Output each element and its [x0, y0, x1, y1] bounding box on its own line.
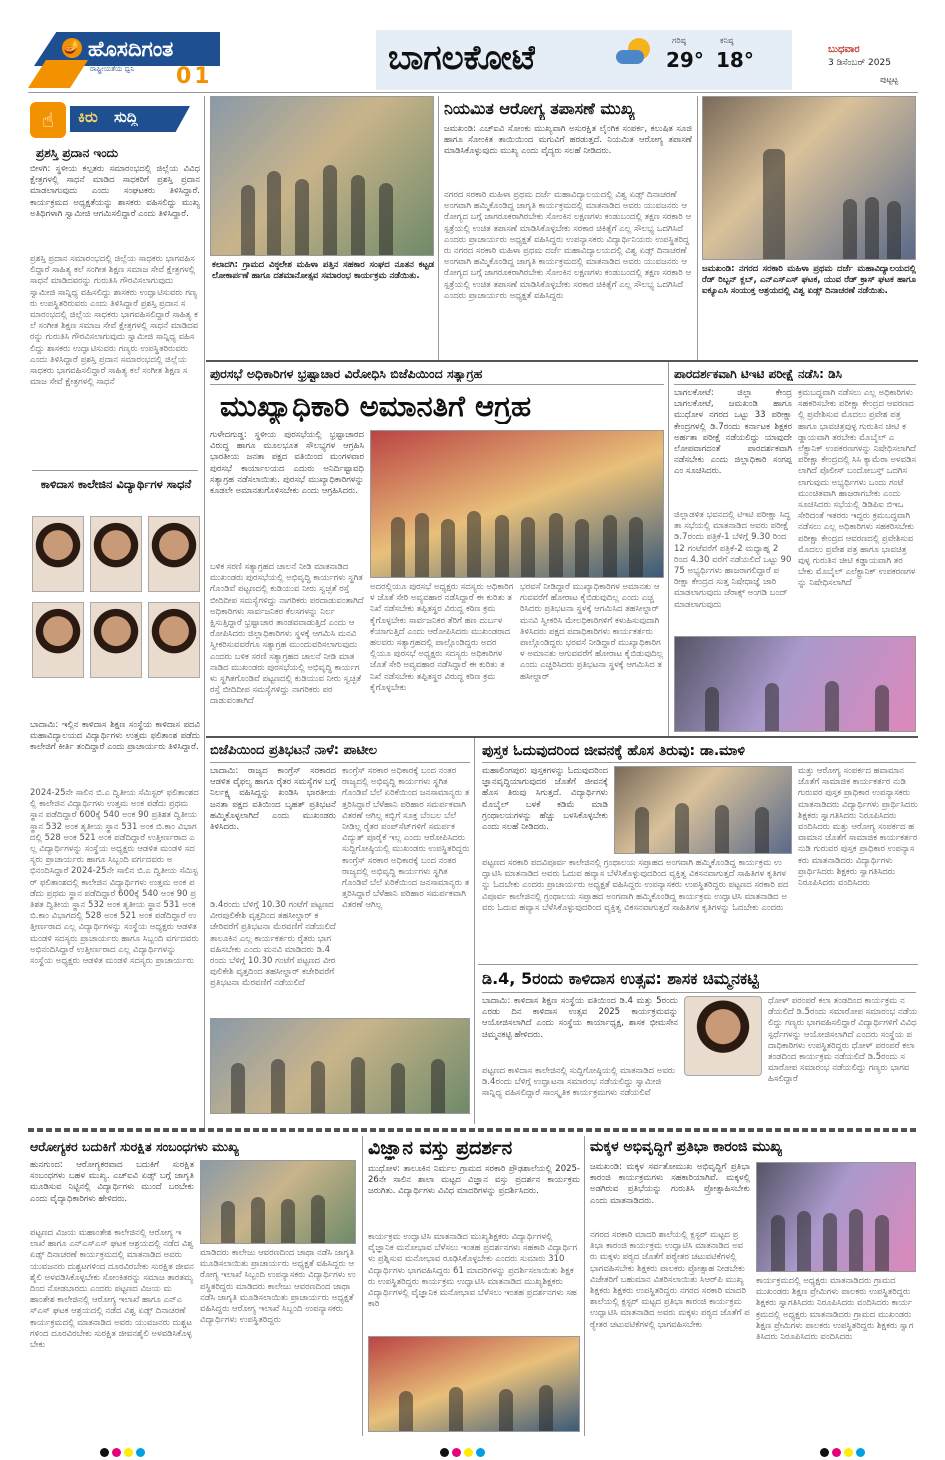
health-photo [702, 96, 916, 260]
main-kicker-rule [210, 384, 664, 385]
student-photos [32, 516, 200, 680]
bjp-filler-b: ಕಾಂಗ್ರೆಸ್ ಸರಕಾರ ಅಧಿಕಾರಕ್ಕೆ ಬಂದ ನಂತರ ರಾಜ್ಯದಲ್ಲಿ ಅಭಿವೃದ್ಧಿ ಕಾರ್ಯಗಳು ಸ್ಥಗಿತಗೊಂಡಿವೆ ಬೆಲೆ ಏರಿಕೆಯಿಂದ ಜನಸಾಮಾನ್ಯರು ತತ್ತರಿಸಿದ್ದಾರೆ ಬೆಳೆಹಾನಿ ಪರಿಹಾರ ಸಮರ್ಪಕವಾಗಿ ವಿತರಣೆ ಆಗಿಲ್ಲ ಕಬ್ಬಿಗೆ ಸೂಕ್ತ ಬೆಂಬಲ ಬೆಲೆ ನೀಡಿಲ್ಲ ರೈತರ ಪಂಪ್‌ಸೆಟ್‌ಗಳಿಗೆ ಸಮರ್ಪಕ ವಿದ್ಯುತ್ ಪೂರೈಕೆ ಇಲ್ಲ ಎಂದು ಆರೋಪಿಸಿದರು ಸುದ್ದಿಗೋಷ್ಠಿಯಲ್ಲಿ ಮುಖಂಡರು ಉಪಸ್ಥಿತರಿದ್ದರು ಕಾಂಗ್ರೆಸ್ ಸರಕಾರ ಅಧಿಕಾರಕ್ಕೆ ಬಂದ ನಂತರ ರಾಜ್ಯದಲ್ಲಿ ಅಭಿವೃದ್ಧಿ ಕಾರ್ಯಗಳು ಸ್ಥಗಿತಗೊಂಡಿವೆ ಬೆಲೆ ಏರಿಕೆಯಿಂದ ಜನಸಾಮಾನ್ಯರು ತತ್ತರಿಸಿದ್ದಾರೆ ಬೆಳೆಹಾನಿ ಪರಿಹಾರ ಸಮರ್ಪಕವಾಗಿ ವಿತರಣೆ ಆಗಿಲ್ಲ [342, 766, 470, 911]
kalidasa-body: ಬಾದಾಮಿ: ಕಾಳಿದಾಸ ಶಿಕ್ಷಣ ಸಂಸ್ಥೆಯ ವತಿಯಿಂದ ಡಿ.4 ಮತ್ತು 5ರಂದು ಎರಡು ದಿನ ಕಾಳಿದಾಸ ಉತ್ಸವ 2025 ಕಾರ್ಯಕ್ರಮವನ್ನು ಆಯೋಜಿಸಲಾಗಿದೆ ಎಂದು ಸಂಸ್ಥೆಯ ಕಾರ್ಯಾಧ್ಯಕ್ಷ, ಶಾಸಕ ಭೀಮಸೇನ ಚಿಮ್ಮನಕಟ್ಟಿ ಹೇಳಿದರು. [482, 996, 678, 1040]
health-headline: ನಿಯಮಿತ ಆರೋಗ್ಯ ತಪಾಸಣೆ ಮುಖ್ಯ [444, 99, 635, 118]
main-photo [370, 430, 664, 578]
min-temp-label: ಕನಿಷ್ಠ [720, 36, 734, 45]
logo-text: ಹೊಸದಿಗಂತ [88, 37, 174, 61]
health-photo-caption: ಜಮಖಂಡಿ: ನಗರದ ಸರಕಾರಿ ಮಹಿಳಾ ಪ್ರಥಮ ದರ್ಜೆ ಮಹಾವಿದ್ಯಾಲಯದಲ್ಲಿ ರೆಡ್ ರಿಬ್ಬನ್ ಕ್ಲಬ್, ಎನ್ಎಸ್ಎಸ್ ಘಟಕ, ಯುವ ರೆಡ್ ಕ್ರಾಸ್ ಘಟಕ ಹಾಗೂ ಐಕ್ಯೂಎಸಿ ಸಂಯುಕ್ತ ಆಶ್ರಯದಲ್ಲಿ ವಿಶ್ವ ಏಡ್ಸ್ ದಿನಾಚರಣೆ ನಡೆಯಿತು. [702, 264, 916, 297]
masthead-rule [28, 92, 918, 93]
bottom-story-1-body: ಹುನಗುಂದ: ಆರೋಗ್ಯಕರವಾದ ಬದುಕಿಗೆ ಸುರಕ್ಷಿತ ಸಂಬಂಧಗಳು ಬಹಳ ಮುಖ್ಯ. ಎಚ್ಐವಿ ಏಡ್ಸ್ ಬಗ್ಗೆ ಜಾಗೃತಿ ಮೂಡಿಸುವ ನಿಟ್ಟಿನಲ್ಲಿ ವಿದ್ಯಾರ್ಥಿಗಳು ಮುಂದೆ ಬರಬೇಕು ಎಂದು ವೈದ್ಯಾಧಿಕಾರಿಗಳು ಹೇಳಿದರು. [30, 1160, 194, 1204]
top-photo-caption: ಕಲಾದಗಿ: ಗ್ರಾಮದ ವಿಠ್ಠಲೇಶ ಮಹಿಳಾ ಪತ್ತಿನ ಸಹಕಾರ ಸಂಘದ ನೂತನ ಕಟ್ಟಡ ಲೋಕಾರ್ಪಣೆ ಹಾಗೂ ದಶಮಾನೋತ್ಸವ ಸಮಾರಂಭ ಕಾರ್ಯಕ್ರಮ ನಡೆಯಿತು. [212, 260, 434, 282]
kirusuddi-item1-body: ಬೀಳಗಿ: ಸ್ಥಳೀಯ ಕಲ್ಪತರು ಸಮಾರಂಭದಲ್ಲಿ ಜಿಲ್ಲೆಯ ವಿವಿಧ ಕ್ಷೇತ್ರಗಳಲ್ಲಿ ಸಾಧನೆ ಮಾಡಿದ ಸಾಧಕರಿಗೆ ಪ್ರಶಸ್ತಿ ಪ್ರದಾನ ಮಾಡಲಾಗುವುದು ಎಂದು ಸಂಘಟಕರು ತಿಳಿಸಿದ್ದಾರೆ. ಕಾರ್ಯಕ್ರಮದ ಅಧ್ಯಕ್ಷತೆಯನ್ನು ಶಾಸಕರು ವಹಿಸಲಿದ್ದು ಮುಖ್ಯ ಅತಿಥಿಗಳಾಗಿ ಸ್ವಾಮೀಜಿ ಆಗಮಿಸಲಿದ್ದಾರೆ ಎಂದು ತಿಳಿಸಿದ್ದಾರೆ. [30, 164, 200, 219]
reading-filler-a: ಪಟ್ಟಣದ ಸರಕಾರಿ ಪದವಿಪೂರ್ವ ಕಾಲೇಜಿನಲ್ಲಿ ಗ್ರಂಥಾಲಯ ಸಪ್ತಾಹದ ಅಂಗವಾಗಿ ಹಮ್ಮಿಕೊಂಡಿದ್ದ ಕಾರ್ಯಕ್ರಮ ಉದ್ಘಾಟಿಸಿ ಮಾತನಾಡಿದ ಅವರು ಓದುವ ಹವ್ಯಾಸ ಬೆಳೆಸಿಕೊಳ್ಳುವುದರಿಂದ ವ್ಯಕ್ತಿತ್ವ ವಿಕಸನವಾಗುತ್ತದೆ ಸಾಹಿತಿಗಳ ಕೃತಿಗಳನ್ನು ಓದಬೇಕು ಎಂದರು ಪ್ರಾಚಾರ್ಯರು ಅಧ್ಯಕ್ಷತೆ ವಹಿಸಿದ್ದರು ಉಪನ್ಯಾಸಕರು ಉಪಸ್ಥಿತರಿದ್ದರು ಪಟ್ಟಣದ ಸರಕಾರಿ ಪದವಿಪೂರ್ವ ಕಾಲೇಜಿನಲ್ಲಿ ಗ್ರಂಥಾಲಯ ಸಪ್ತಾಹದ ಅಂಗವಾಗಿ ಹಮ್ಮಿಕೊಂಡಿದ್ದ ಕಾರ್ಯಕ್ರಮ ಉದ್ಘಾಟಿಸಿ ಮಾತನಾಡಿದ ಅವರು ಓದುವ ಹವ್ಯಾಸ ಬೆಳೆಸಿಕೊಳ್ಳುವುದರಿಂದ ವ್ಯಕ್ತಿತ್ವ ವಿಕಸನವಾಗುತ್ತದೆ ಸಾಹಿತಿಗಳ ಕೃತಿಗಳನ್ನು ಓದಬೇಕು ಎಂದರು [482, 858, 789, 913]
bjp-right-rule [474, 738, 475, 1124]
edition-name: ಬಾಗಲಕೋಟೆ [388, 38, 536, 78]
tet-filler-a: ಜಿಲ್ಲಾಡಳಿತ ಭವನದಲ್ಲಿ ಟಿಇಟಿ ಪರೀಕ್ಷಾ ಸಿದ್ಧತಾ ಸಭೆಯಲ್ಲಿ ಮಾತನಾಡಿದ ಅವರು ಪರೀಕ್ಷೆ ಡಿ.7ರಂದು ಪತ್ರಿಕೆ-1 ಬೆಳಿಗ್ಗೆ 9.30 ರಿಂದ 12 ಗಂಟೆವರೆಗೆ ಪತ್ರಿಕೆ-2 ಮಧ್ಯಾಹ್ನ 2 ರಿಂದ 4.30 ವರೆಗೆ ನಡೆಯಲಿದೆ ಒಟ್ಟು 9075 ಅಭ್ಯರ್ಥಿಗಳು ಹಾಜರಾಗಲಿದ್ದಾರೆ ಪರೀಕ್ಷಾ ಕೇಂದ್ರದ ಸುತ್ತ ನಿಷೇಧಾಜ್ಞೆ ಜಾರಿ ಮಾಡಲಾಗುವುದು ಜೆರಾಕ್ಸ್ ಅಂಗಡಿ ಬಂದ್ ಮಾಡಲಾಗುವುದು [674, 510, 792, 610]
kalidasa-filler-b: ಧೋಳ್ ಪರಂಪರೆ ಕಲಾ ತಂಡದಿಂದ ಕಾರ್ಯಕ್ರಮ ನಡೆಯಲಿದೆ ಡಿ.5ರಂದು ಸಮಾರೋಪ ಸಮಾರಂಭ ನಡೆಯಲಿದ್ದು ಗಣ್ಯರು ಭಾಗವಹಿಸಲಿದ್ದಾರೆ ವಿದ್ಯಾರ್ಥಿಗಳಿಗೆ ವಿವಿಧ ಸ್ಪರ್ಧೆಗಳನ್ನು ಆಯೋಜಿಸಲಾಗಿದೆ ಎಂದರು ಸಂಸ್ಥೆಯ ಪದಾಧಿಕಾರಿಗಳು ಉಪಸ್ಥಿತರಿದ್ದರು ಧೋಳ್ ಪರಂಪರೆ ಕಲಾ ತಂಡದಿಂದ ಕಾರ್ಯಕ್ರಮ ನಡೆಯಲಿದೆ ಡಿ.5ರಂದು ಸಮಾರೋಪ ಸಮಾರಂಭ ನಡೆಯಲಿದ್ದು ಗಣ್ಯರು ಭಾಗವಹಿಸಲಿದ್ದಾರೆ [768, 996, 918, 1085]
logo-block [28, 32, 224, 88]
kalidasa-filler-a: ಪಟ್ಟಣದ ಕಾಳಿದಾಸ ಕಾಲೇಜಿನಲ್ಲಿ ಸುದ್ದಿಗೋಷ್ಠಿಯಲ್ಲಿ ಮಾತನಾಡಿದ ಅವರು ಡಿ.4ರಂದು ಬೆಳಿಗ್ಗೆ ಉದ್ಘಾಟನಾ ಸಮಾರಂಭ ನಡೆಯಲಿದ್ದು ಸ್ವಾಮೀಜಿ ಸಾನ್ನಿಧ್ಯ ವಹಿಸಲಿದ್ದಾರೆ ಸಾಂಸ್ಕೃತಿಕ ಕಾರ್ಯಕ್ರಮಗಳು ನಡೆಯಲಿವೆ [482, 1066, 676, 1099]
date-label: 3 ಡಿಸೆಂಬರ್ 2025 [828, 58, 891, 68]
bottom-story-2-photo [368, 1336, 580, 1432]
bjp-photo [210, 1018, 470, 1114]
bottom-story-3-filler: ನಗರದ ಸರಕಾರಿ ಮಾದರಿ ಶಾಲೆಯಲ್ಲಿ ಕ್ಲಸ್ಟರ್ ಮಟ್ಟದ ಪ್ರತಿಭಾ ಕಾರಂಜಿ ಕಾರ್ಯಕ್ರಮ ಉದ್ಘಾಟಿಸಿ ಮಾತನಾಡಿದ ಅವರು ಮಕ್ಕಳು ಪಠ್ಯದ ಜೊತೆಗೆ ಪಠ್ಯೇತರ ಚಟುವಟಿಕೆಗಳಲ್ಲಿ ಭಾಗವಹಿಸಬೇಕು ಶಿಕ್ಷಕರು ಪಾಲಕರು ಪ್ರೋತ್ಸಾಹ ನೀಡಬೇಕು ವಿಜೇತರಿಗೆ ಬಹುಮಾನ ವಿತರಿಸಲಾಯಿತು ಸಿಆರ್‌ಪಿ ಮುಖ್ಯಶಿಕ್ಷಕರು ಶಿಕ್ಷಕರು ಉಪಸ್ಥಿತರಿದ್ದರು ನಗರದ ಸರಕಾರಿ ಮಾದರಿ ಶಾಲೆಯಲ್ಲಿ ಕ್ಲಸ್ಟರ್ ಮಟ್ಟದ ಪ್ರತಿಭಾ ಕಾರಂಜಿ ಕಾರ್ಯಕ್ರಮ ಉದ್ಘಾಟಿಸಿ ಮಾತನಾಡಿದ ಅವರು ಮಕ್ಕಳು ಪಠ್ಯದ ಜೊತೆಗೆ ಪಠ್ಯೇತರ ಚಟುವಟಿಕೆಗಳಲ್ಲಿ ಭಾಗವಹಿಸಬೇಕು [590, 1230, 750, 1330]
student-photo [32, 516, 84, 592]
max-temp: 29° [666, 48, 704, 72]
logo-sub: ರಾಷ್ಟ್ರೀಯತೆಯ ಧ್ವನಿ [90, 65, 135, 73]
kirusuddi-divider [32, 470, 198, 471]
masthead [28, 30, 918, 92]
tet-headline-rule [674, 384, 916, 385]
registration-marks-center [440, 1442, 488, 1460]
page-label: ಪುಟ್ಟಟ್ಟ [880, 75, 899, 84]
left-column-rule [204, 96, 205, 1130]
main-kicker: ಪುರಸಭೆ ಅಧಿಕಾರಿಗಳ ಭ್ರಷ್ಟಾಚಾರ ವಿರೋಧಿಸಿ ಬಿಜೆಪಿಯಿಂದ ಸತ್ಯಾಗ್ರಹ [210, 366, 483, 381]
reading-bottom-rule [478, 964, 918, 965]
main-story [206, 364, 666, 736]
reading-headline: ಪುಸ್ತಕ ಓದುವುದರಿಂದ ಜೀವನಕ್ಕೆ ಹೊಸ ತಿರುವು: ಡಾ.ಮಾಳಿ [482, 743, 746, 759]
bottom-story-1-filler: ಪಟ್ಟಣದ ವಿಜಯ ಮಹಾಂತೇಶ ಕಾಲೇಜಿನಲ್ಲಿ ಆರೋಗ್ಯ ಇಲಾಖೆ ಹಾಗೂ ಎನ್ಎಸ್ಎಸ್ ಘಟಕ ಆಶ್ರಯದಲ್ಲಿ ನಡೆದ ವಿಶ್ವ ಏಡ್ಸ್ ದಿನಾಚರಣೆ ಕಾರ್ಯಕ್ರಮದಲ್ಲಿ ಮಾತನಾಡಿದ ಅವರು ಯುವಜನರು ದುಶ್ಚಟಗಳಿಂದ ದೂರವಿರಬೇಕು ಸುರಕ್ಷಿತ ಜೀವನಶೈಲಿ ಅಳವಡಿಸಿಕೊಳ್ಳಬೇಕು ಸೋಂಕಿತರನ್ನು ಸಮಾಜ ತಾರತಮ್ಯದಿಂದ ನೋಡಬಾರದು ಎಂದರು ಪಟ್ಟಣದ ವಿಜಯ ಮಹಾಂತೇಶ ಕಾಲೇಜಿನಲ್ಲಿ ಆರೋಗ್ಯ ಇಲಾಖೆ ಹಾಗೂ ಎನ್ಎಸ್ಎಸ್ ಘಟಕ ಆಶ್ರಯದಲ್ಲಿ ನಡೆದ ವಿಶ್ವ ಏಡ್ಸ್ ದಿನಾಚರಣೆ ಕಾರ್ಯಕ್ರಮದಲ್ಲಿ ಮಾತನಾಡಿದ ಅವರು ಯುವಜನರು ದುಶ್ಚಟಗಳಿಂದ ದೂರವಿರಬೇಕು ಸುರಕ್ಷಿತ ಜೀವನಶೈಲಿ ಅಳವಡಿಸಿಕೊಳ್ಳಬೇಕು [30, 1228, 194, 1351]
kirusuddi-title-suffix: ಸುದ್ದಿ [114, 108, 138, 126]
kirusuddi-item1-title: ಪ್ರಶಸ್ತಿ ಪ್ರದಾನ ಇಂದು [36, 146, 119, 160]
kirusuddi-item2-body: ಬಾದಾಮಿ: ಇಲ್ಲಿನ ಕಾಳಿದಾಸ ಶಿಕ್ಷಣ ಸಂಸ್ಥೆಯ ಕಾಳಿದಾಸ ಪದವಿ ಮಹಾವಿದ್ಯಾಲಯದ ವಿದ್ಯಾರ್ಥಿಗಳು ಉತ್ತಮ ಫಲಿತಾಂಶ ಪಡೆದು ಕಾಲೇಜಿಗೆ ಕೀರ್ತಿ ತಂದಿದ್ದಾರೆ ಎಂದು ಪ್ರಾಚಾರ್ಯರು ತಿಳಿಸಿದ್ದಾರೆ. [30, 720, 200, 753]
tet-photo [674, 636, 916, 732]
top-row-rule-a [438, 96, 439, 360]
min-temp: 18° [716, 48, 754, 72]
registration-marks-left [100, 1442, 148, 1460]
kirusuddi-title-prefix: ಕಿರು [78, 108, 98, 126]
top-photo [210, 96, 434, 256]
registration-marks-right [820, 1442, 868, 1460]
reading-filler-b: ಮತ್ತು ಆರೋಗ್ಯ ಸಂಪರ್ಕದ ಹವಾಮಾನ ಜೊತೆಗೆ ಸಾಮಾಜಿಕ ಕಾರ್ಯಕರ್ತರ ನುಡಿ ಗುರುವರ ಪುಸ್ತಕ ಪ್ರಾಧಿಕಾರ ಉಪನ್ಯಾಸಕರು ಮಾತನಾಡಿದರು ವಿದ್ಯಾರ್ಥಿಗಳು ಪ್ರಾರ್ಥಿಸಿದರು ಶಿಕ್ಷಕರು ಸ್ವಾಗತಿಸಿದರು ನಿರೂಪಿಸಿದರು ವಂದಿಸಿದರು ಮತ್ತು ಆರೋಗ್ಯ ಸಂಪರ್ಕದ ಹವಾಮಾನ ಜೊತೆಗೆ ಸಾಮಾಜಿಕ ಕಾರ್ಯಕರ್ತರ ನುಡಿ ಗುರುವರ ಪುಸ್ತಕ ಪ್ರಾಧಿಕಾರ ಉಪನ್ಯಾಸಕರು ಮಾತನಾಡಿದರು ವಿದ್ಯಾರ್ಥಿಗಳು ಪ್ರಾರ್ಥಿಸಿದರು ಶಿಕ್ಷಕರು ಸ್ವಾಗತಿಸಿದರು ನಿರೂಪಿಸಿದರು ವಂದಿಸಿದರು [798, 766, 918, 889]
student-photo [90, 602, 142, 678]
max-temp-label: ಗರಿಷ್ಠ [672, 36, 686, 45]
reading-photo [614, 766, 792, 854]
bottom-story-1-headline: ಆರೋಗ್ಯಕರ ಬದುಕಿಗೆ ಸುರಕ್ಷಿತ ಸಂಬಂಧಗಳು ಮುಖ್ಯ [30, 1139, 239, 1154]
kalidasa-headline-rule [482, 992, 916, 993]
student-photo [90, 516, 142, 592]
main-filler-c: ಭರವಸೆ ನೀಡಿದ್ದಾರೆ ಮುಖ್ಯಾಧಿಕಾರಿಗಳ ಅಮಾನತು ಆಗುವವರೆಗೆ ಹೋರಾಟ ಕೈಬಿಡುವುದಿಲ್ಲ ಎಂದು ಎಚ್ಚರಿಸಿದರು ಪ್ರತಿಭಟನಾ ಸ್ಥಳಕ್ಕೆ ಆಗಮಿಸಿದ ತಹಸೀಲ್ದಾರ್ ಮನವಿ ಸ್ವೀಕರಿಸಿ ಮೇಲಧಿಕಾರಿಗಳಿಗೆ ಕಳುಹಿಸುವುದಾಗಿ ತಿಳಿಸಿದರು ಪಕ್ಷದ ಪದಾಧಿಕಾರಿಗಳು ಕಾರ್ಯಕರ್ತರು ಪಾಲ್ಗೊಂಡಿದ್ದರು ಭರವಸೆ ನೀಡಿದ್ದಾರೆ ಮುಖ್ಯಾಧಿಕಾರಿಗಳ ಅಮಾನತು ಆಗುವವರೆಗೆ ಹೋರಾಟ ಕೈಬಿಡುವುದಿಲ್ಲ ಎಂದು ಎಚ್ಚರಿಸಿದರು ಪ್ರತಿಭಟನಾ ಸ್ಥಳಕ್ಕೆ ಆಗಮಿಸಿದ ತಹಸೀಲ್ದಾರ್ [520, 582, 664, 682]
bjp-headline: ಬಿಜೆಪಿಯಿಂದ ಪ್ರತಿಭಟನೆ ನಾಳೆ: ಪಾಟೀಲ [210, 743, 378, 758]
tet-story [672, 364, 918, 736]
bottom-story-1-filler-b: ಮಾಡಿದರು ಕಾಲೇಜು ಆವರಣದಿಂದ ಜಾಥಾ ನಡೆಸಿ ಜಾಗೃತಿ ಮೂಡಿಸಲಾಯಿತು ಪ್ರಾಚಾರ್ಯರು ಅಧ್ಯಕ್ಷತೆ ವಹಿಸಿದ್ದರು ಆರೋಗ್ಯ ಇಲಾಖೆ ಸಿಬ್ಬಂದಿ ಉಪನ್ಯಾಸಕರು ವಿದ್ಯಾರ್ಥಿಗಳು ಉಪಸ್ಥಿತರಿದ್ದರು ಮಾಡಿದರು ಕಾಲೇಜು ಆವರಣದಿಂದ ಜಾಥಾ ನಡೆಸಿ ಜಾಗೃತಿ ಮೂಡಿಸಲಾಯಿತು ಪ್ರಾಚಾರ್ಯರು ಅಧ್ಯಕ್ಷತೆ ವಹಿಸಿದ್ದರು ಆರೋಗ್ಯ ಇಲಾಖೆ ಸಿಬ್ಬಂದಿ ಉಪನ್ಯಾಸಕರು ವಿದ್ಯಾರ್ಥಿಗಳು ಉಪಸ್ಥಿತರಿದ್ದರು [200, 1248, 356, 1326]
edition-block [376, 30, 792, 90]
tet-headline: ಪಾರದರ್ಶಕವಾಗಿ ಟಿಇಟಿ ಪರೀಕ್ಷೆ ನಡೆಸಿ: ಡಿಸಿ [674, 367, 843, 381]
main-filler-b: ಅದರಲ್ಲಿಯೂ ಪುರಸಭೆ ಅಧ್ಯಕ್ಷರು ಸದಸ್ಯರು ಅಧಿಕಾರಿಗಳ ಜೊತೆ ಸೇರಿ ಅವ್ಯವಹಾರ ನಡೆಸಿದ್ದಾರೆ ಈ ಕುರಿತು ತನಿಖೆ ನಡೆಸಬೇಕು ತಪ್ಪಿತಸ್ಥರ ವಿರುದ್ಧ ಕಠಿಣ ಕ್ರಮ ಕೈಗೊಳ್ಳಬೇಕು ಸಾರ್ವಜನಿಕರ ತೆರಿಗೆ ಹಣ ದುರ್ಬಳಕೆಯಾಗುತ್ತಿದೆ ಎಂದು ಆರೋಪಿಸಿದರು ಮುಖಂಡರಾದ ಹಲವರು ಸತ್ಯಾಗ್ರಹದಲ್ಲಿ ಪಾಲ್ಗೊಂಡಿದ್ದರು ಅದರಲ್ಲಿಯೂ ಪುರಸಭೆ ಅಧ್ಯಕ್ಷರು ಸದಸ್ಯರು ಅಧಿಕಾರಿಗಳ ಜೊತೆ ಸೇರಿ ಅವ್ಯವಹಾರ ನಡೆಸಿದ್ದಾರೆ ಈ ಕುರಿತು ತನಿಖೆ ನಡೆಸಬೇಕು ತಪ್ಪಿತಸ್ಥರ ವಿರುದ್ಧ ಕಠಿಣ ಕ್ರಮ ಕೈಗೊಳ್ಳಬೇಕು [370, 582, 514, 693]
main-filler-a: ಬಳಿಕ ಸರಣಿ ಸತ್ಯಾಗ್ರಹದ ಚಾಲನೆ ನೀಡಿ ಮಾತನಾಡಿದ ಮುಖಂಡರು ಪುರಸಭೆಯಲ್ಲಿ ಅಭಿವೃದ್ಧಿ ಕಾರ್ಯಗಳು ಸ್ಥಗಿತಗೊಂಡಿವೆ ಪಟ್ಟಣದಲ್ಲಿ ಕುಡಿಯುವ ನೀರು ಸ್ವಚ್ಛತೆ ರಸ್ತೆ ಬೀದಿದೀಪ ಸಮಸ್ಯೆಗಳಿದ್ದು ನಾಗರಿಕರು ಪರದಾಡುವಂತಾಗಿದೆ ಅಧಿಕಾರಿಗಳು ಸಾರ್ವಜನಿಕರ ಕೆಲಸಗಳನ್ನು ನಿರ್ಲಕ್ಷಿಸುತ್ತಿದ್ದಾರೆ ಭ್ರಷ್ಟಾಚಾರ ತಾಂಡವವಾಡುತ್ತಿದೆ ಎಂದು ಆರೋಪಿಸಿದರು ಜಿಲ್ಲಾಧಿಕಾರಿಗಳು ಸ್ಥಳಕ್ಕೆ ಆಗಮಿಸಿ ಮನವಿ ಸ್ವೀಕರಿಸುವವರೆಗೂ ಸತ್ಯಾಗ್ರಹ ಮುಂದುವರಿಸಲಾಗುವುದು ಎಂದರು ಬಳಿಕ ಸರಣಿ ಸತ್ಯಾಗ್ರಹದ ಚಾಲನೆ ನೀಡಿ ಮಾತನಾಡಿದ ಮುಖಂಡರು ಪುರಸಭೆಯಲ್ಲಿ ಅಭಿವೃದ್ಧಿ ಕಾರ್ಯಗಳು ಸ್ಥಗಿತಗೊಂಡಿವೆ ಪಟ್ಟಣದಲ್ಲಿ ಕುಡಿಯುವ ನೀರು ಸ್ವಚ್ಛತೆ ರಸ್ತೆ ಬೀದಿದೀಪ ಸಮಸ್ಯೆಗಳಿದ್ದು ನಾಗರಿಕರು ಪರದಾಡುವಂತಾಗಿದೆ [210, 562, 364, 707]
bjp-headline-rule [210, 762, 470, 763]
top-row-rule-b [697, 96, 698, 360]
bottom-band-rule [28, 1128, 918, 1132]
page-number: 01 [176, 64, 213, 89]
mla-portrait [684, 996, 762, 1076]
kirusuddi-header [28, 100, 202, 140]
bottom-story-2-headline: ವಿಜ್ಞಾನ ವಸ್ತು ಪ್ರದರ್ಶನ [368, 1137, 513, 1159]
bottom-story-3 [588, 1136, 918, 1436]
health-filler: ನಗರದ ಸರಕಾರಿ ಮಹಿಳಾ ಪ್ರಥಮ ದರ್ಜೆ ಮಹಾವಿದ್ಯಾಲಯದಲ್ಲಿ ವಿಶ್ವ ಏಡ್ಸ್ ದಿನಾಚರಣೆ ಅಂಗವಾಗಿ ಹಮ್ಮಿಕೊಂಡಿದ್ದ ಜಾಗೃತಿ ಕಾರ್ಯಕ್ರಮದಲ್ಲಿ ಮಾತನಾಡಿದ ಅವರು ಯುವಜನರು ಆರೋಗ್ಯದ ಬಗ್ಗೆ ಜಾಗರೂಕರಾಗಿರಬೇಕು ಸೋಂಕಿನ ಲಕ್ಷಣಗಳು ಕಂಡುಬಂದಲ್ಲಿ ತಕ್ಷಣ ಸರಕಾರಿ ಆಸ್ಪತ್ರೆಯಲ್ಲಿ ಉಚಿತ ತಪಾಸಣೆ ಮಾಡಿಸಿಕೊಳ್ಳಬೇಕು ಸರಕಾರ ಚಿಕಿತ್ಸೆಗೆ ಎಲ್ಲ ಸೌಲಭ್ಯ ಒದಗಿಸಿದೆ ಎಂದರು ಪ್ರಾಚಾರ್ಯರು ಅಧ್ಯಕ್ಷತೆ ವಹಿಸಿದ್ದರು ಉಪನ್ಯಾಸಕರು ವಿದ್ಯಾರ್ಥಿನಿಯರು ಉಪಸ್ಥಿತರಿದ್ದರು ನಗರದ ಸರಕಾರಿ ಮಹಿಳಾ ಪ್ರಥಮ ದರ್ಜೆ ಮಹಾವಿದ್ಯಾಲಯದಲ್ಲಿ ವಿಶ್ವ ಏಡ್ಸ್ ದಿನಾಚರಣೆ ಅಂಗವಾಗಿ ಹಮ್ಮಿಕೊಂಡಿದ್ದ ಜಾಗೃತಿ ಕಾರ್ಯಕ್ರಮದಲ್ಲಿ ಮಾತನಾಡಿದ ಅವರು ಯುವಜನರು ಆರೋಗ್ಯದ ಬಗ್ಗೆ ಜಾಗರೂಕರಾಗಿರಬೇಕು ಸೋಂಕಿನ ಲಕ್ಷಣಗಳು ಕಂಡುಬಂದಲ್ಲಿ ತಕ್ಷಣ ಸರಕಾರಿ ಆಸ್ಪತ್ರೆಯಲ್ಲಿ ಉಚಿತ ತಪಾಸಣೆ ಮಾಡಿಸಿಕೊಳ್ಳಬೇಕು ಸರಕಾರ ಚಿಕಿತ್ಸೆಗೆ ಎಲ್ಲ ಸೌಲಭ್ಯ ಒದಗಿಸಿದೆ ಎಂದರು ಪ್ರಾಚಾರ್ಯರು ಅಧ್ಯಕ್ಷತೆ ವಹಿಸಿದ್ದರು [444, 190, 692, 301]
bottom-story-3-body: ಜಮಖಂಡಿ: ಮಕ್ಕಳ ಸರ್ವತೋಮುಖ ಅಭಿವೃದ್ಧಿಗೆ ಪ್ರತಿಭಾ ಕಾರಂಜಿ ಕಾರ್ಯಕ್ರಮಗಳು ಸಹಕಾರಿಯಾಗಿವೆ. ಮಕ್ಕಳಲ್ಲಿ ಅಡಗಿರುವ ಪ್ರತಿಭೆಯನ್ನು ಗುರುತಿಸಿ ಪ್ರೋತ್ಸಾಹಿಸಬೇಕು ಎಂದು ಮಾತನಾಡಿದರು. [590, 1162, 750, 1206]
kirusuddi-column [28, 96, 202, 1130]
bottom-story-3-photo [756, 1162, 916, 1272]
bottom-story-3-headline: ಮಕ್ಕಳ ಅಭಿವೃದ್ಧಿಗೆ ಪ್ರತಿಭಾ ಕಾರಂಜಿ ಮುಖ್ಯ [590, 1139, 783, 1155]
kirusuddi-item1-filler: ಪ್ರಶಸ್ತಿ ಪ್ರದಾನ ಸಮಾರಂಭದಲ್ಲಿ ಜಿಲ್ಲೆಯ ಸಾಧಕರು ಭಾಗವಹಿಸಲಿದ್ದಾರೆ ಸಾಹಿತ್ಯ ಕಲೆ ಸಂಗೀತ ಶಿಕ್ಷಣ ಸಮಾಜ ಸೇವೆ ಕ್ಷೇತ್ರಗಳಲ್ಲಿ ಸಾಧನೆ ಮಾಡಿದವರನ್ನು ಗುರುತಿಸಿ ಗೌರವಿಸಲಾಗುವುದು ಸ್ವಾಮೀಜಿ ಸಾನ್ನಿಧ್ಯ ವಹಿಸಲಿದ್ದು ಶಾಸಕರು ಉದ್ಘಾಟಿಸುವರು ಗಣ್ಯರು ಉಪಸ್ಥಿತರಿರುವರು ಎಂದು ತಿಳಿಸಿದ್ದಾರೆ ಪ್ರಶಸ್ತಿ ಪ್ರದಾನ ಸಮಾರಂಭದಲ್ಲಿ ಜಿಲ್ಲೆಯ ಸಾಧಕರು ಭಾಗವಹಿಸಲಿದ್ದಾರೆ ಸಾಹಿತ್ಯ ಕಲೆ ಸಂಗೀತ ಶಿಕ್ಷಣ ಸಮಾಜ ಸೇವೆ ಕ್ಷೇತ್ರಗಳಲ್ಲಿ ಸಾಧನೆ ಮಾಡಿದವರನ್ನು ಗುರುತಿಸಿ ಗೌರವಿಸಲಾಗುವುದು ಸ್ವಾಮೀಜಿ ಸಾನ್ನಿಧ್ಯ ವಹಿಸಲಿದ್ದು ಶಾಸಕರು ಉದ್ಘಾಟಿಸುವರು ಗಣ್ಯರು ಉಪಸ್ಥಿತರಿರುವರು ಎಂದು ತಿಳಿಸಿದ್ದಾರೆ ಪ್ರಶಸ್ತಿ ಪ್ರದಾನ ಸಮಾರಂಭದಲ್ಲಿ ಜಿಲ್ಲೆಯ ಸಾಧಕರು ಭಾಗವಹಿಸಲಿದ್ದಾರೆ ಸಾಹಿತ್ಯ ಕಲೆ ಸಂಗೀತ ಶಿಕ್ಷಣ ಸಮಾಜ ಸೇವೆ ಕ್ಷೇತ್ರಗಳಲ್ಲಿ ಸಾಧನೆ [30, 254, 199, 388]
bjp-story [206, 740, 472, 1120]
pointing-hand-icon: ☝ [30, 102, 66, 138]
kalidasa-headline: ಡಿ.4, 5ರಂದು ಕಾಳಿದಾಸ ಉತ್ಸವ: ಶಾಸಕ ಚಿಮ್ಮನಕಟ್ಟಿ [482, 969, 759, 988]
lamp-icon: 🪔 [62, 38, 82, 58]
tet-body: ಬಾಗಲಕೋಟೆ: ಜಿಲ್ಲಾ ಕೇಂದ್ರ ಬಾಗಲಕೋಟೆ, ಜಮಖಂಡಿ ಹಾಗೂ ಮುಧೋಳ ನಗರದ ಒಟ್ಟು 33 ಪರೀಕ್ಷಾ ಕೇಂದ್ರಗಳಲ್ಲಿ ಡಿ.7ರಂದು ಕರ್ನಾಟಕ ಶಿಕ್ಷಕರ ಅರ್ಹತಾ ಪರೀಕ್ಷೆ ನಡೆಯಲಿದ್ದು ಯಾವುದೇ ಲೋಪವಾಗದಂತೆ ಪಾರದರ್ಶಕವಾಗಿ ನಡೆಸಬೇಕು ಎಂದು ಜಿಲ್ಲಾಧಿಕಾರಿ ಸಂಗಪ್ಪ ಎಂ ಸೂಚಿಸಿದರು. [674, 388, 792, 477]
bottom-rule-1 [362, 1136, 363, 1436]
bjp-body: ಬಾದಾಮಿ: ರಾಜ್ಯದ ಕಾಂಗ್ರೆಸ್ ಸರಕಾರದ ಆಡಳಿತ ವೈಫಲ್ಯ ಹಾಗೂ ರೈತರ ಸಮಸ್ಯೆಗಳ ಬಗ್ಗೆ ನಿರ್ಲಕ್ಷ್ಯ ವಹಿಸಿದ್ದನ್ನು ಖಂಡಿಸಿ ಭಾರತೀಯ ಜನತಾ ಪಕ್ಷದ ವತಿಯಿಂದ ಬೃಹತ್ ಪ್ರತಿಭಟನೆ ಹಮ್ಮಿಕೊಳ್ಳಲಾಗಿದೆ ಎಂದು ಮುಖಂಡರು ತಿಳಿಸಿದರು. [210, 766, 336, 833]
health-body: ಜಮಖಂಡಿ: ಎಚ್ಐವಿ ಸೋಂಕು ಮುಖ್ಯವಾಗಿ ಅಸುರಕ್ಷಿತ ಲೈಂಗಿಕ ಸಂಪರ್ಕ, ಕಲುಷಿತ ಸೂಜಿ ಹಾಗೂ ಸೋಂಕಿತ ತಾಯಿಯಿಂದ ಮಗುವಿಗೆ ಹರಡುತ್ತದೆ. ನಿಯಮಿತ ಆರೋಗ್ಯ ತಪಾಸಣೆ ಮಾಡಿಸಿಕೊಳ್ಳುವುದು ಮುಖ್ಯ ಎಂದು ವೈದ್ಯರು ಸಲಹೆ ನೀಡಿದರು. [444, 124, 692, 157]
reading-headline-rule [482, 762, 916, 763]
tet-filler-b: ಕ್ರಮಬದ್ಧವಾಗಿ ನಡೆಸಲು ಎಲ್ಲ ಅಧಿಕಾರಿಗಳು ಸಹಕರಿಸಬೇಕು ಪರೀಕ್ಷಾ ಕೇಂದ್ರದ ಆವರಣದಲ್ಲಿ ಪ್ರವೇಶಿಸುವ ಮೊದಲು ಪ್ರವೇಶ ಪತ್ರ ಹಾಗೂ ಭಾವಚಿತ್ರವುಳ್ಳ ಗುರುತಿನ ಚೀಟಿ ಕಡ್ಡಾಯವಾಗಿ ತರಬೇಕು ಮೊಬೈಲ್ ಎಲೆಕ್ಟ್ರಾನಿಕ್ ಉಪಕರಣಗಳನ್ನು ನಿಷೇಧಿಸಲಾಗಿದೆ ಪರೀಕ್ಷಾ ಕೇಂದ್ರದಲ್ಲಿ ಸಿಸಿ ಕ್ಯಾಮೆರಾ ಅಳವಡಿಸಲಾಗಿದೆ ಪೊಲೀಸ್ ಬಂದೋಬಸ್ತ್ ಒದಗಿಸಲಾಗುವುದು ಅಭ್ಯರ್ಥಿಗಳು ಒಂದು ಗಂಟೆ ಮುಂಚಿತವಾಗಿ ಹಾಜರಾಗಬೇಕು ಎಂದು ಸೂಚಿಸಿದರು ಸಭೆಯಲ್ಲಿ ಡಿಡಿಪಿಐ ಬಿಇಒ ಸೇರಿದಂತೆ ಇತರರು ಇದ್ದರು ಕ್ರಮಬದ್ಧವಾಗಿ ನಡೆಸಲು ಎಲ್ಲ ಅಧಿಕಾರಿಗಳು ಸಹಕರಿಸಬೇಕು ಪರೀಕ್ಷಾ ಕೇಂದ್ರದ ಆವರಣದಲ್ಲಿ ಪ್ರವೇಶಿಸುವ ಮೊದಲು ಪ್ರವೇಶ ಪತ್ರ ಹಾಗೂ ಭಾವಚಿತ್ರವುಳ್ಳ ಗುರುತಿನ ಚೀಟಿ ಕಡ್ಡಾಯವಾಗಿ ತರಬೇಕು ಮೊಬೈಲ್ ಎಲೆಕ್ಟ್ರಾನಿಕ್ ಉಪಕರಣಗಳನ್ನು ನಿಷೇಧಿಸಲಾಗಿದೆ [798, 388, 916, 589]
student-photo [148, 602, 200, 678]
bjp-filler-a: ಡಿ.4ರಂದು ಬೆಳಿಗ್ಗೆ 10.30 ಗಂಟೆಗೆ ಪಟ್ಟಣದ ವೀರಪುಲಿಕೇಶಿ ವೃತ್ತದಿಂದ ತಹಸೀಲ್ದಾರ್ ಕಚೇರಿವರೆಗೆ ಪ್ರತಿಭಟನಾ ಮೆರವಣಿಗೆ ನಡೆಯಲಿದೆ ತಾಲೂಕಿನ ಎಲ್ಲ ಕಾರ್ಯಕರ್ತರು ರೈತರು ಭಾಗವಹಿಸಬೇಕು ಎಂದು ಮನವಿ ಮಾಡಿದರು ಡಿ.4ರಂದು ಬೆಳಿಗ್ಗೆ 10.30 ಗಂಟೆಗೆ ಪಟ್ಟಣದ ವೀರಪುಲಿಕೇಶಿ ವೃತ್ತದಿಂದ ತಹಸೀಲ್ದಾರ್ ಕಚೇರಿವರೆಗೆ ಪ್ರತಿಭಟನಾ ಮೆರವಣಿಗೆ ನಡೆಯಲಿದೆ [210, 900, 336, 989]
bottom-story-3-filler-b: ಕಾರ್ಯಕ್ರಮದಲ್ಲಿ ಅಧ್ಯಕ್ಷರು ಮಾತನಾಡಿದರು ಗ್ರಾಮದ ಮುಖಂಡರು ಶಿಕ್ಷಣ ಪ್ರೇಮಿಗಳು ಪಾಲಕರು ಉಪಸ್ಥಿತರಿದ್ದರು ಶಿಕ್ಷಕರು ಸ್ವಾಗತಿಸಿದರು ನಿರೂಪಿಸಿದರು ವಂದಿಸಿದರು ಕಾರ್ಯಕ್ರಮದಲ್ಲಿ ಅಧ್ಯಕ್ಷರು ಮಾತನಾಡಿದರು ಗ್ರಾಮದ ಮುಖಂಡರು ಶಿಕ್ಷಣ ಪ್ರೇಮಿಗಳು ಪಾಲಕರು ಉಪಸ್ಥಿತರಿದ್ದರು ಶಿಕ್ಷಕರು ಸ್ವಾಗತಿಸಿದರು ನಿರೂಪಿಸಿದರು ವಂದಿಸಿದರು [756, 1276, 914, 1343]
main-headline: ಮುಖ್ಯಾಧಿಕಾರಿ ಅಮಾನತಿಗೆ ಆಗ್ರಹ [220, 389, 532, 423]
middle-row-rule [206, 736, 918, 738]
day-label: ಬುಧವಾರ [828, 44, 860, 55]
bottom-rule-2 [584, 1136, 585, 1436]
bottom-story-1 [28, 1136, 358, 1436]
bottom-story-2-filler: ಕಾರ್ಯಕ್ರಮ ಉದ್ಘಾಟಿಸಿ ಮಾತನಾಡಿದ ಮುಖ್ಯಶಿಕ್ಷಕರು ವಿದ್ಯಾರ್ಥಿಗಳಲ್ಲಿ ವೈಜ್ಞಾನಿಕ ಮನೋಭಾವ ಬೆಳೆಸಲು ಇಂತಹ ಪ್ರದರ್ಶನಗಳು ಸಹಕಾರಿ ವಿದ್ಯಾರ್ಥಿಗಳು ಪ್ರಶ್ನಿಸುವ ಮನೋಭಾವ ರೂಢಿಸಿಕೊಳ್ಳಬೇಕು ಎಂದರು ಸುಮಾರು 310 ವಿದ್ಯಾರ್ಥಿಗಳು ಭಾಗವಹಿಸಿದ್ದರು 61 ಮಾದರಿಗಳನ್ನು ಪ್ರದರ್ಶಿಸಲಾಯಿತು ಶಿಕ್ಷಕರು ಉಪಸ್ಥಿತರಿದ್ದರು ಕಾರ್ಯಕ್ರಮ ಉದ್ಘಾಟಿಸಿ ಮಾತನಾಡಿದ ಮುಖ್ಯಶಿಕ್ಷಕರು ವಿದ್ಯಾರ್ಥಿಗಳಲ್ಲಿ ವೈಜ್ಞಾನಿಕ ಮನೋಭಾವ ಬೆಳೆಸಲು ಇಂತಹ ಪ್ರದರ್ಶನಗಳು ಸಹಕಾರಿ [368, 1232, 578, 1310]
top-row-bottom-rule [206, 360, 918, 362]
student-photo [32, 602, 84, 678]
student-photo [148, 516, 200, 592]
bottom-story-2 [366, 1136, 582, 1436]
bottom-story-2-body: ಮುಧೋಳ: ತಾಲೂಕಿನ ನಿರ್ಮಲ ಗ್ರಾಮದ ಸರಕಾರಿ ಪ್ರೌಢಶಾಲೆಯಲ್ಲಿ 2025-26ನೇ ಸಾಲಿನ ಶಾಲಾ ಮಟ್ಟದ ವಿಜ್ಞಾನ ವಸ್ತು ಪ್ರದರ್ಶನ ಕಾರ್ಯಕ್ರಮ ಜರುಗಿತು. ವಿದ್ಯಾರ್ಥಿಗಳು ವಿವಿಧ ಮಾದರಿಗಳನ್ನು ಪ್ರದರ್ಶಿಸಿದರು. [368, 1164, 580, 1197]
reading-body: ಮಹಾಲಿಂಗಪುರ: ಪುಸ್ತಕಗಳನ್ನು ಓದುವುದರಿಂದ ಜ್ಞಾನವೃದ್ಧಿಯಾಗುವುದರ ಜೊತೆಗೆ ಜೀವನಕ್ಕೆ ಹೊಸ ತಿರುವು ಸಿಗುತ್ತದೆ. ವಿದ್ಯಾರ್ಥಿಗಳು ಮೊಬೈಲ್ ಬಳಕೆ ಕಡಿಮೆ ಮಾಡಿ ಗ್ರಂಥಾಲಯಗಳನ್ನು ಹೆಚ್ಚು ಬಳಸಿಕೊಳ್ಳಬೇಕು ಎಂದು ಸಲಹೆ ನೀಡಿದರು. [482, 766, 608, 833]
bottom-story-1-photo [200, 1160, 356, 1244]
weather-icon [616, 38, 652, 68]
main-right-rule [668, 362, 669, 736]
main-body: ಗುಳೇದಗುಡ್ಡ: ಸ್ಥಳೀಯ ಪುರಸಭೆಯಲ್ಲಿ ಭ್ರಷ್ಟಾಚಾರದ ವಿರುದ್ಧ ಹಾಗೂ ಮೂಲಭೂತ ಸೌಲಭ್ಯಗಳ ಆಗ್ರಹಿಸಿ ಭಾರತೀಯ ಜನತಾ ಪಕ್ಷದ ವತಿಯಿಂದ ಮಂಗಳವಾರ ಪುರಸಭೆ ಕಾರ್ಯಾಲಯದ ಎದುರು ಅನಿರ್ದಿಷ್ಟಾವಧಿ ಸತ್ಯಾಗ್ರಹ ನಡೆಸಲಾಯಿತು. ಪುರಸಭೆ ಮುಖ್ಯಾಧಿಕಾರಿಗಳನ್ನು ಕೂಡಲೇ ಅಮಾನತುಗೊಳಿಸಬೇಕು ಎಂದು ಆಗ್ರಹಿಸಿದರು. [210, 430, 364, 497]
kirusuddi-item2-title: ಕಾಳಿದಾಸ ಕಾಲೇಜಿನ ವಿದ್ಯಾರ್ಥಿಗಳ ಸಾಧನೆ [40, 477, 192, 491]
kirusuddi-item2-filler: 2024-25ನೇ ಸಾಲಿನ ಬಿ.ಎ ದ್ವಿತೀಯ ಸೆಮಿಸ್ಟರ್ ಫಲಿತಾಂಶದಲ್ಲಿ ಕಾಲೇಜಿನ ವಿದ್ಯಾರ್ಥಿಗಳು ಉತ್ತಮ ಅಂಕ ಪಡೆದು ಪ್ರಥಮ ಸ್ಥಾನ ಪಡೆದಿದ್ದಾರೆ 600ಕ್ಕೆ 540 ಅಂಕ 90 ಪ್ರತಿಶತ ದ್ವಿತೀಯ ಸ್ಥಾನ 532 ಅಂಕ ತೃತೀಯ ಸ್ಥಾನ 531 ಅಂಕ ಬಿ.ಕಾಂ ವಿಭಾಗದಲ್ಲಿ 528 ಅಂಕ 521 ಅಂಕ ಪಡೆದಿದ್ದಾರೆ ಉತ್ತೀರ್ಣರಾದ ಎಲ್ಲ ವಿದ್ಯಾರ್ಥಿಗಳನ್ನು ಸಂಸ್ಥೆಯ ಅಧ್ಯಕ್ಷರು ಆಡಳಿತ ಮಂಡಳಿ ಸದಸ್ಯರು ಪ್ರಾಚಾರ್ಯರು ಹಾಗೂ ಸಿಬ್ಬಂದಿ ವರ್ಗದವರು ಅಭಿನಂದಿಸಿದ್ದಾರೆ 2024-25ನೇ ಸಾಲಿನ ಬಿ.ಎ ದ್ವಿತೀಯ ಸೆಮಿಸ್ಟರ್ ಫಲಿತಾಂಶದಲ್ಲಿ ಕಾಲೇಜಿನ ವಿದ್ಯಾರ್ಥಿಗಳು ಉತ್ತಮ ಅಂಕ ಪಡೆದು ಪ್ರಥಮ ಸ್ಥಾನ ಪಡೆದಿದ್ದಾರೆ 600ಕ್ಕೆ 540 ಅಂಕ 90 ಪ್ರತಿಶತ ದ್ವಿತೀಯ ಸ್ಥಾನ 532 ಅಂಕ ತೃತೀಯ ಸ್ಥಾನ 531 ಅಂಕ ಬಿ.ಕಾಂ ವಿಭಾಗದಲ್ಲಿ 528 ಅಂಕ 521 ಅಂಕ ಪಡೆದಿದ್ದಾರೆ ಉತ್ತೀರ್ಣರಾದ ಎಲ್ಲ ವಿದ್ಯಾರ್ಥಿಗಳನ್ನು ಸಂಸ್ಥೆಯ ಅಧ್ಯಕ್ಷರು ಆಡಳಿತ ಮಂಡಳಿ ಸದಸ್ಯರು ಪ್ರಾಚಾರ್ಯರು ಹಾಗೂ ಸಿಬ್ಬಂದಿ ವರ್ಗದವರು ಅಭಿನಂದಿಸಿದ್ದಾರೆ ಉತ್ತೀರ್ಣರಾದ ಎಲ್ಲ ವಿದ್ಯಾರ್ಥಿಗಳನ್ನು ಸಂಸ್ಥೆಯ ಅಧ್ಯಕ್ಷರು ಆಡಳಿತ ಮಂಡಳಿ ಸದಸ್ಯರು ಪ್ರಾಚಾರ್ಯರು [30, 788, 199, 967]
